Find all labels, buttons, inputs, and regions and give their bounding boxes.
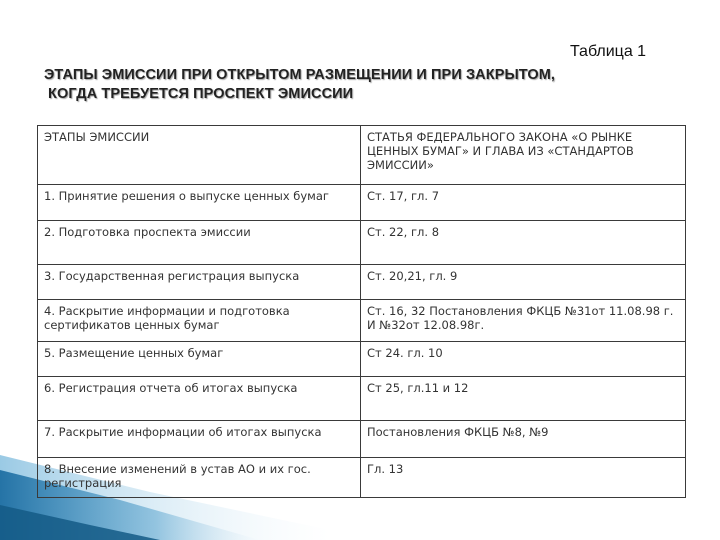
table-row bbox=[38, 377, 686, 421]
stage-cell: 1. Принятие решения о выпуске ценных бумаг bbox=[38, 185, 361, 221]
table-row bbox=[38, 342, 686, 377]
stage-cell: 4. Раскрытие информации и подготовка сертификатов ценных бумаг bbox=[38, 300, 361, 342]
stage-cell: 7. Раскрытие информации об итогах выпуска bbox=[38, 421, 361, 458]
table-row bbox=[38, 265, 686, 300]
reference-cell: Ст. 20,21, гл. 9 bbox=[361, 265, 686, 300]
header-cell-stages: ЭТАПЫ ЭМИССИИ bbox=[38, 126, 361, 185]
heading-line-1: ЭТАПЫ ЭМИССИИ ПРИ ОТКРЫТОМ РАЗМЕЩЕНИИ И ПРИ ЗАКРЫТОМ, bbox=[44, 67, 556, 83]
stage-cell: 5. Размещение ценных бумаг bbox=[38, 342, 361, 377]
table-row bbox=[38, 300, 686, 342]
table-row bbox=[38, 185, 686, 221]
table-label: Таблица 1 bbox=[570, 43, 647, 60]
stage-cell: 2. Подготовка проспекта эмиссии bbox=[38, 221, 361, 265]
heading-line-2: КОГДА ТРЕБУЕТСЯ ПРОСПЕКТ ЭМИССИИ bbox=[48, 86, 354, 102]
stage-cell: 3. Государственная регистрация выпуска bbox=[38, 265, 361, 300]
reference-cell: Ст. 16, 32 Постановления ФКЦБ №31от 11.08.98 г. И №32от 12.08.98г. bbox=[361, 300, 686, 342]
table-header-row bbox=[38, 126, 686, 185]
reference-cell: Ст. 22, гл. 8 bbox=[361, 221, 686, 265]
reference-cell: Ст 25, гл.11 и 12 bbox=[361, 377, 686, 421]
table-row bbox=[38, 221, 686, 265]
table-row bbox=[38, 458, 686, 498]
stage-cell: 6. Регистрация отчета об итогах выпуска bbox=[38, 377, 361, 421]
reference-cell: Ст. 17, гл. 7 bbox=[361, 185, 686, 221]
emission-stages-table bbox=[37, 125, 686, 498]
header-cell-law-reference: СТАТЬЯ ФЕДЕРАЛЬНОГО ЗАКОНА «О РЫНКЕ ЦЕННЫХ БУМАГ» И ГЛАВА ИЗ «СТАНДАРТОВ ЭМИССИИ» bbox=[361, 126, 686, 185]
reference-cell: Гл. 13 bbox=[361, 458, 686, 498]
slide-heading bbox=[44, 66, 604, 104]
reference-cell: Ст 24. гл. 10 bbox=[361, 342, 686, 377]
table-row bbox=[38, 421, 686, 458]
reference-cell: Постановления ФКЦБ №8, №9 bbox=[361, 421, 686, 458]
stage-cell: 8. Внесение изменений в устав АО и их гос. регистрация bbox=[38, 458, 361, 498]
